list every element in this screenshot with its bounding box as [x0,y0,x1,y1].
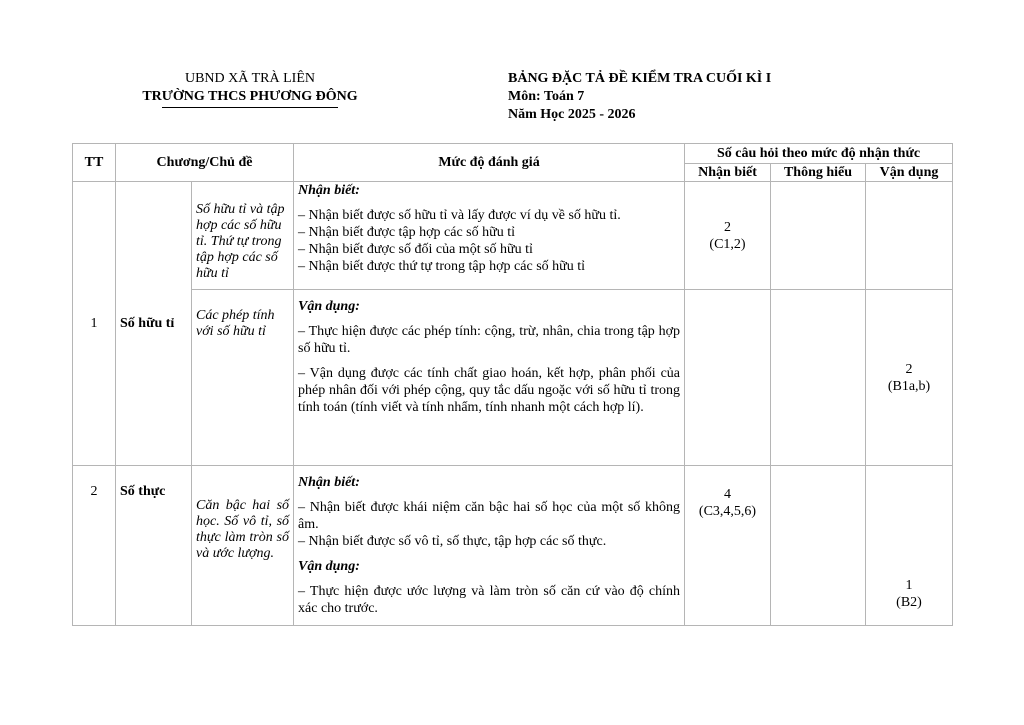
subject-line: Môn: Toán 7 [508,89,585,104]
specification-table [72,143,953,626]
level-heading: Nhận biết: [298,183,360,198]
question-ref: (B1a,b) [887,378,931,394]
header-underline [162,107,338,108]
apply-cell [866,466,953,626]
subtopic-name: Căn bậc hai số học. Số vô tỉ, số thực làm tròn số và ước lượng. [192,466,294,626]
criterion-text: – Nhận biết được số đối của một số hữu tỉ [298,242,533,257]
header-count-group: Số câu hỏi theo mức độ nhận thức [685,144,953,164]
criterion-text: – Nhận biết được thứ tự trong tập hợp các số hữu tỉ [298,259,586,274]
apply-cell [866,290,953,466]
criterion-text: – Thực hiện được ước lượng và làm tròn số căn cứ vào độ chính xác cho trước. [298,584,681,616]
header-tt: TT [73,144,116,182]
question-count: 2 [724,219,732,235]
question-ref: (C3,4,5,6) [698,504,757,519]
table-row [73,466,953,626]
header-apply: Vận dụng [866,164,953,182]
header-recognize: Nhận biết [685,164,771,182]
level-heading: Vận dụng: [298,559,360,574]
understand-cell [771,182,866,290]
recognize-cell [685,290,771,466]
topic-name: Số hữu tỉ [116,182,192,466]
criterion-text: – Thực hiện được các phép tính: cộng, trừ, nhân, chia trong tập hợp số hữu tỉ. [298,324,681,356]
table-row [73,182,953,290]
row-number: 2 [73,466,116,626]
topic-name: Số thực [116,466,192,626]
level-heading: Vận dụng: [298,299,360,314]
header-level: Mức độ đánh giá [294,144,685,182]
level-description [294,290,685,466]
criterion-text: – Nhận biết được tập hợp các số hữu tỉ [298,225,516,240]
authority-name: UBND XÃ TRÀ LIÊN [184,71,315,86]
level-heading: Nhận biết: [298,475,360,490]
question-count: 2 [905,361,913,377]
subtopic-name: Số hữu tỉ và tập hợp các số hữu tỉ. Thứ tự trong tập hợp các số hữu tỉ [192,182,294,290]
criterion-text: – Nhận biết được số hữu tỉ và lấy được ví dụ về số hữu tỉ. [298,208,621,223]
school-header [110,70,390,108]
recognize-cell [685,466,771,626]
question-ref: (B2) [896,595,922,610]
criterion-text: – Nhận biết được khái niệm căn bậc hai số học của một số không âm. [298,500,681,532]
question-ref: (C1,2) [709,236,746,252]
question-count: 4 [724,487,732,502]
header-understand: Thông hiểu [771,164,866,182]
understand-cell [771,290,866,466]
question-count: 1 [905,578,913,593]
apply-cell [866,182,953,290]
recognize-cell [685,182,771,290]
criterion-text: – Nhận biết được số vô tỉ, số thực, tập hợp các số thực. [298,534,607,549]
level-description [294,182,685,290]
document-header [508,70,771,124]
school-year-line: Năm Học 2025 - 2026 [508,107,636,122]
row-number: 1 [73,182,116,466]
level-description [294,466,685,626]
header-chapter: Chương/Chủ đề [116,144,294,182]
understand-cell [771,466,866,626]
document-title: BẢNG ĐẶC TẢ ĐỀ KIỂM TRA CUỐI KÌ I [508,71,772,86]
criterion-text: – Vận dụng được các tính chất giao hoán, kết hợp, phân phối của phép nhân đối với phép cộng, quy tắc dấu ngoặc với số hữu tỉ trong tính toán (tính viết và tính nhẩm, tính nhanh một cách hợp lí). [298,366,681,415]
school-name: TRƯỜNG THCS PHƯƠNG ĐÔNG [142,89,358,104]
subtopic-name: Các phép tính với số hữu tỉ [192,290,294,466]
table-row [73,290,953,466]
